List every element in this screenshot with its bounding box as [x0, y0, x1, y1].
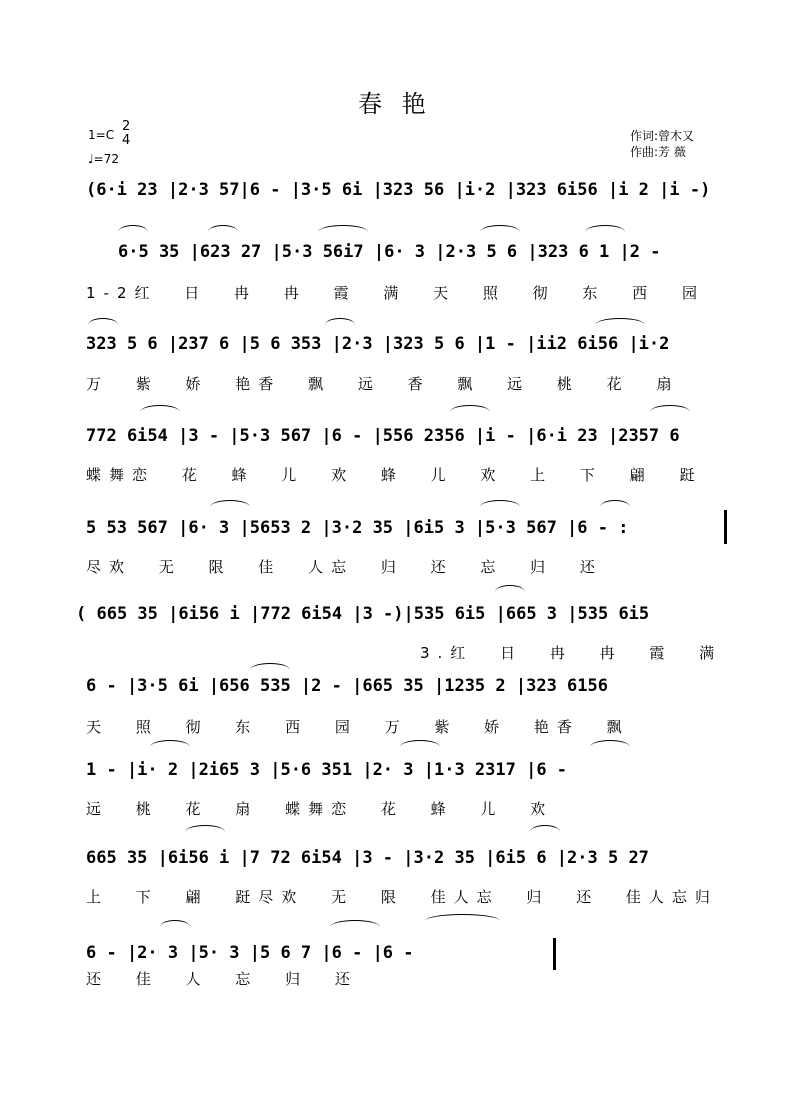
lyric-line: 3.红 日 冉 冉 霞 满 [420, 644, 723, 662]
slur [450, 405, 490, 412]
slur [140, 405, 180, 412]
lyric-line: 上 下 翩 跹尽欢 无 限 佳人忘 归 还 佳人忘归 [86, 888, 718, 906]
notation-line: 323 5 6 |237 6 |5 6 353 |2·3 |323 5 6 |1 - |ii2 6i56 |i·2 [86, 334, 670, 354]
composer: 作曲:芳 薇 [630, 145, 686, 159]
slur [88, 318, 118, 325]
notation-row [86, 180, 728, 214]
lyricist: 作词:曾木又 [630, 129, 695, 143]
song-title: 春 艳 [358, 90, 432, 118]
slur [530, 825, 560, 832]
notation-row [86, 426, 728, 460]
slur [650, 405, 690, 412]
notation-row [86, 518, 728, 552]
key-label: 1=C [88, 128, 115, 142]
time-top: 2 [122, 119, 131, 134]
notation-row [76, 604, 728, 638]
slur [400, 740, 440, 747]
slur [250, 663, 290, 670]
notation-row [86, 848, 728, 882]
lyric-line: 尽欢 无 限 佳 人忘 归 还 忘 归 还 [86, 558, 603, 576]
lyric-line: 天 照 彻 东 西 园 万 紫 娇 艳香 飘 [86, 718, 630, 736]
slur [325, 318, 355, 325]
notation-row [86, 760, 728, 794]
slur [480, 500, 520, 507]
slur [160, 920, 190, 927]
notation-line: 6·5 35 |623 27 |5·3 56i7 |6· 3 |2·3 5 6 |323 6 1 |2 - [118, 242, 661, 262]
lyric-line: 蝶舞恋 花 蜂 儿 欢 蜂 儿 欢 上 下 翩 跹 [86, 466, 703, 484]
slur [150, 740, 190, 747]
slur [585, 225, 625, 232]
slur [600, 500, 630, 507]
notation-line: 5 53 567 |6· 3 |5653 2 |3·2 35 |6i5 3 |5·3 567 |6 - : [86, 518, 629, 538]
slur [185, 825, 225, 832]
slur [118, 225, 148, 232]
credits [630, 128, 694, 160]
notation-line: 6 - |2· 3 |5· 3 |5 6 7 |6 - |6 - [86, 943, 414, 963]
slur [425, 914, 500, 921]
key-signature [88, 119, 131, 148]
notation-line: 6 - |3·5 6i |656 535 |2 - |665 35 |1235 2 |323 6156 [86, 676, 608, 696]
notation-row [86, 676, 728, 710]
slur [590, 740, 630, 747]
notation-line: (6·i 23 |2·3 57|6 - |3·5 6i |323 56 |i·2 |323 6i56 |i 2 |i -) [86, 180, 711, 200]
lyric-line: 1-2红 日 冉 冉 霞 满 天 照 彻 东 西 园 [86, 284, 705, 302]
slur [210, 500, 250, 507]
tempo-marking: ♩=72 [88, 152, 119, 166]
slur [480, 225, 520, 232]
slur [208, 225, 238, 232]
notation-line: 772 6i54 |3 - |5·3 567 |6 - |556 2356 |i - |6·i 23 |2357 6 [86, 426, 680, 446]
slur [330, 920, 380, 927]
notation-line: ( 665 35 |6i56 i |772 6i54 |3 -)|535 6i5 |665 3 |535 6i5 [76, 604, 650, 624]
repeat-barline [724, 510, 727, 544]
notation-line: 665 35 |6i56 i |7 72 6i54 |3 - |3·2 35 |6i5 6 |2·3 5 27 [86, 848, 649, 868]
lyric-line: 还 佳 人 忘 归 还 [86, 970, 358, 988]
slur [595, 318, 645, 325]
notation-row [118, 242, 728, 276]
time-signature [122, 120, 130, 148]
lyric-line: 远 桃 花 扇 蝶舞恋 花 蜂 儿 欢 [86, 800, 554, 818]
notation-line: 1 - |i· 2 |2i65 3 |5·6 351 |2· 3 |1·3 2317 |6 - [86, 760, 568, 780]
time-bottom: 4 [122, 133, 131, 148]
lyric-line: 万 紫 娇 艳香 飘 远 香 飘 远 桃 花 扇 [86, 375, 680, 393]
slur [318, 225, 368, 232]
final-barline [553, 938, 556, 970]
slur [495, 585, 525, 592]
notation-row [86, 334, 728, 368]
